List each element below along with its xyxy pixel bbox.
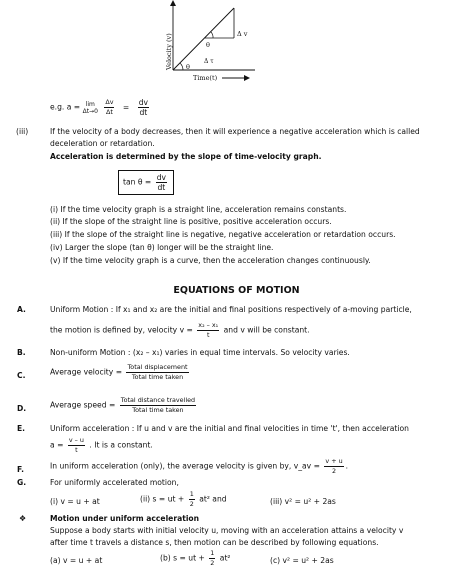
delta-t-label: Δ τ — [204, 58, 214, 65]
marker-e: E. — [17, 424, 26, 433]
d-eq — [50, 396, 198, 415]
e-a: a = — [50, 440, 64, 450]
h-line2: after time t travels a distance s, then motion can be described by following equations. — [50, 538, 379, 547]
e-frac-n: v – u — [68, 436, 84, 444]
y-axis-label: Velocity (v) — [165, 33, 173, 70]
a-line2 — [50, 321, 310, 340]
f-end: . — [345, 461, 349, 471]
iii-bold-line: Acceleration is determined by the slope of time-velocity graph. — [50, 152, 322, 161]
point-3: (iii) If the slope of the straight line is negative, negative acceleration or retardation occurs. — [50, 230, 396, 239]
h-title: Motion under uniform acceleration — [50, 514, 200, 523]
e-line1: Uniform acceleration : If u and v are the initial and final velocities in time 't', then acceleration — [50, 424, 409, 433]
marker-d: D. — [17, 404, 27, 413]
g-frac-n: 1 — [189, 490, 194, 498]
h-eq-a: (a) v = u + at — [50, 556, 103, 565]
example-prefix: e.g. a = — [50, 102, 81, 112]
equals-sign: = — [122, 102, 130, 112]
g-eq2b: at² and — [199, 494, 227, 504]
tan-den: dt — [157, 183, 166, 192]
g-eq1: (i) v = u + at — [50, 497, 100, 506]
f-text: In uniform acceleration (only), the average velocity is given by, v_av = — [50, 461, 320, 471]
d-frac-n: Total distance travelled — [120, 396, 196, 404]
g-text: For uniformly accelerated motion, — [50, 478, 179, 487]
x-axis-arrow-icon — [222, 75, 250, 81]
f-frac-d: 2 — [331, 467, 337, 475]
marker-g: G. — [17, 478, 27, 487]
iii-line2: deceleration or retardation. — [50, 139, 155, 148]
x-axis-label: Time(t) — [193, 74, 218, 82]
f-eq — [50, 457, 348, 476]
c-frac-n: Total displacement — [127, 363, 188, 371]
c-eq — [50, 363, 191, 382]
diamond-bullet-icon: ❖ — [19, 514, 27, 523]
marker-c: C. — [17, 371, 26, 380]
y-axis-arrow — [170, 0, 176, 6]
h-frac-n: 1 — [210, 549, 215, 557]
f-frac-n: v + u — [325, 457, 343, 465]
c-frac-d: Total time taken — [131, 373, 184, 381]
b-text: Non-uniform Motion : (x₂ – x₁) varies in equal time intervals. So velocity varies. — [50, 348, 350, 357]
h-eq-b1: (b) s = ut + — [160, 553, 205, 563]
marker-iii: (iii) — [16, 127, 29, 136]
point-2: (ii) If the slope of the straight line is positive, positive acceleration occurs. — [50, 217, 332, 226]
lim-top: lim — [85, 100, 95, 108]
d-text: Average speed = — [50, 400, 116, 410]
tan-num: dv — [156, 173, 167, 182]
h-line1: Suppose a body starts with initial velocity u, moving with an acceleration attains a velocity v — [50, 526, 404, 535]
section-heading: EQUATIONS OF MOTION — [173, 285, 300, 296]
delta-v-label: Δ v — [237, 30, 248, 38]
point-1: (i) If the time velocity graph is a straight line, acceleration remains constants. — [50, 205, 347, 214]
h-eq-c: (c) v² = u² + 2as — [270, 556, 334, 565]
frac-dt2: dt — [139, 108, 148, 117]
marker-f: F. — [17, 465, 24, 474]
h-eq-b2: at² — [219, 553, 231, 563]
theta-top-label: θ — [206, 41, 210, 49]
a-line2b: and v will be constant. — [223, 325, 310, 335]
a-line1: Uniform Motion : If x₁ and x₂ are the initial and final positions respectively of a-moving particle, — [50, 305, 412, 314]
marker-b: B. — [17, 348, 26, 357]
g-frac-d: 2 — [189, 500, 194, 508]
h-eq-b — [160, 549, 230, 568]
c-text: Average velocity = — [50, 367, 123, 377]
angle-arc-bottom — [180, 63, 183, 70]
g-eq3: (iii) v² = u² + 2as — [270, 497, 336, 506]
angle-arc-top — [211, 32, 213, 38]
h-frac-d: 2 — [210, 559, 215, 567]
frac-dv: Δv — [105, 98, 114, 106]
g-eq2a: (ii) s = ut + — [140, 494, 185, 504]
e-frac-d: t — [75, 446, 78, 454]
point-4: (iv) Larger the slope (tan θ) longer will be the straight line. — [50, 243, 274, 252]
theta-bottom-label: θ — [186, 63, 190, 71]
iii-line1: If the velocity of a body decreases, then it will experience a negative acceleration which is called — [50, 127, 420, 136]
g-eq2 — [140, 490, 227, 509]
a-line2a: the motion is defined by, velocity v = — [50, 325, 193, 335]
tan-theta-box — [118, 170, 174, 195]
a-frac-n: x₂ – x₁ — [198, 321, 219, 329]
example-equation — [50, 98, 151, 117]
marker-a: A. — [17, 305, 26, 314]
e-after: . It is a constant. — [89, 440, 153, 450]
lim-bottom: Δt→0 — [82, 107, 98, 115]
frac-dt: Δt — [105, 108, 113, 116]
tan-lhs: tan θ = — [123, 177, 152, 187]
point-5: (v) If the time velocity graph is a curve, then the acceleration changes continuously. — [50, 256, 371, 265]
d-frac-d: Total time taken — [132, 406, 184, 414]
a-frac-d: t — [207, 331, 210, 339]
frac-dv2: dv — [138, 98, 149, 107]
e-line2 — [50, 436, 153, 455]
